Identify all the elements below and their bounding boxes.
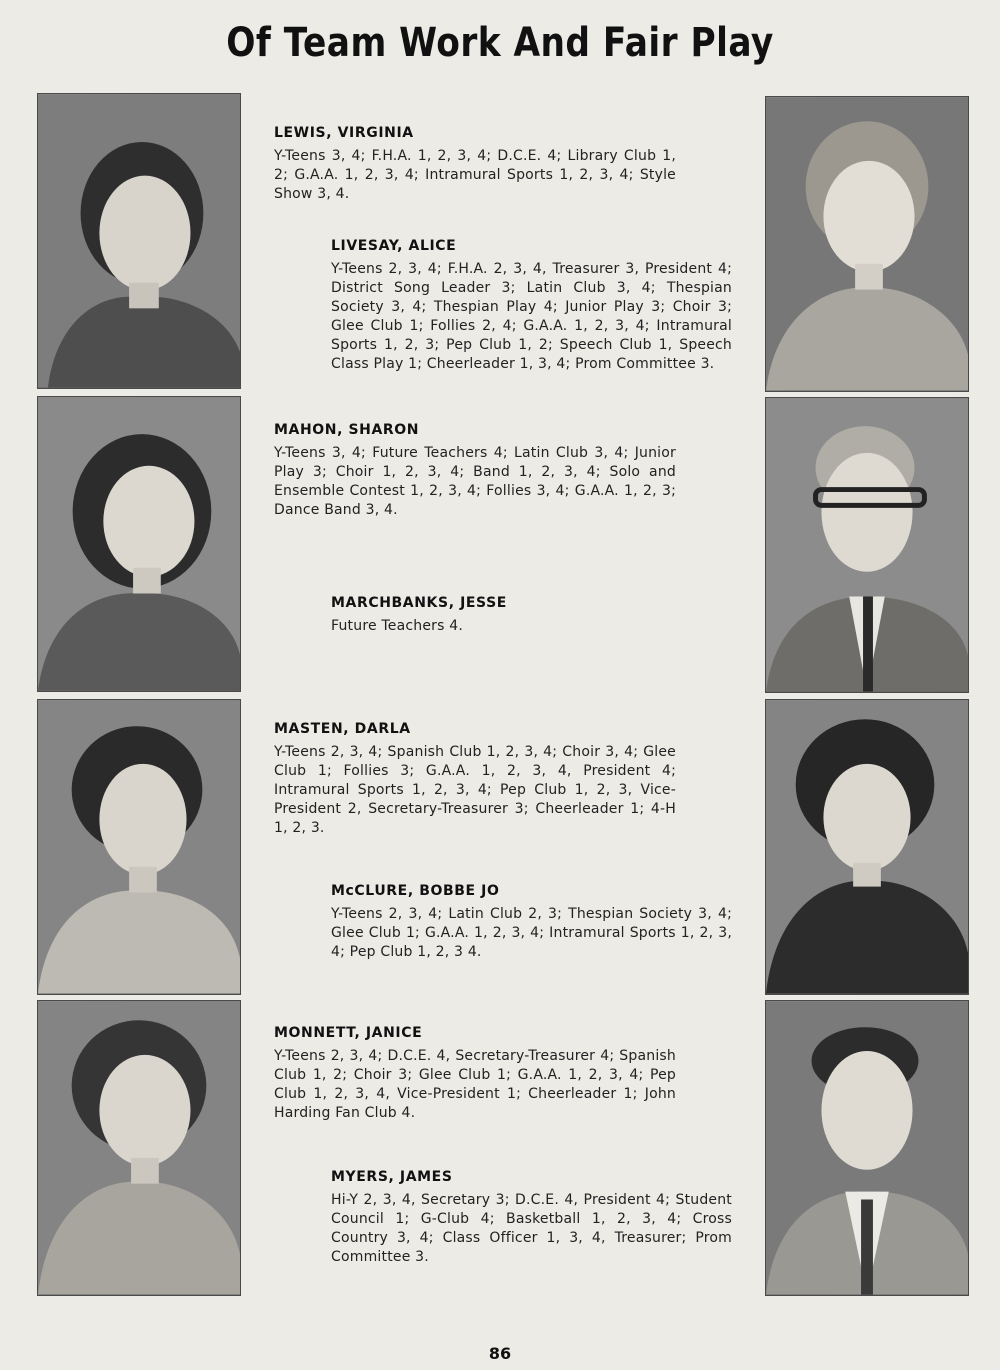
student-activities: Y-Teens 2, 3, 4; D.C.E. 4, Secretary-Treasurer 4; Spanish Club 1, 2; Choir 3; Glee Club 1; G.A.A. 1, 2, 3, 4; Pep Club 1, 2, 3, 4, Vice-President 1; Cheerleader 1; John Harding Fan Club 4.: [274, 1048, 676, 1121]
portrait-photo-masten: [37, 699, 241, 995]
bio-myers: [331, 1169, 732, 1267]
student-activities: Y-Teens 3, 4; F.H.A. 1, 2, 3, 4; D.C.E. 4; Library Club 1, 2; G.A.A. 1, 2, 3, 4; Intramural Sports 1, 2, 3, 4; Style Show 3, 4.: [274, 148, 676, 202]
bio-monnett: [274, 1025, 676, 1123]
student-name: MASTEN, DARLA: [274, 721, 411, 737]
student-name: MONNETT, JANICE: [274, 1025, 423, 1041]
bio-mahon: [274, 422, 676, 520]
portrait-photo-livesay: [765, 96, 969, 392]
portrait-illustration: [766, 398, 968, 692]
student-name: MYERS, JAMES: [331, 1169, 453, 1185]
portrait-photo-mahon: [37, 396, 241, 692]
portrait-photo-lewis: [37, 93, 241, 389]
student-activities: Y-Teens 2, 3, 4; Spanish Club 1, 2, 3, 4; Choir 3, 4; Glee Club 1; Follies 3; G.A.A. 1, 2, 3, 4, President 4; Intramural Sports 1, 2, 3, 4; Pep Club 1, 2, 3, Vice-President 2, Secretary-Treasurer 3; Cheerleader 1; 4-H 1, 2, 3.: [274, 744, 676, 836]
student-name: LEWIS, VIRGINIA: [274, 125, 414, 141]
student-activities: Hi-Y 2, 3, 4, Secretary 3; D.C.E. 4, President 4; Student Council 1; G-Club 4; Basketball 1, 2, 3, 4; Cross Country 3, 4; Class Officer 1, 3, 4, Treasurer; Prom Committee 3.: [331, 1192, 732, 1265]
portrait-illustration: [38, 1001, 240, 1295]
page-number: 86: [488, 1344, 512, 1363]
student-activities: Y-Teens 2, 3, 4; Latin Club 2, 3; Thespian Society 3, 4; Glee Club 1; G.A.A. 1, 2, 3, 4; Intramural Sports 1, 2, 3, 4; Pep Club 1, 2, 3 4.: [331, 906, 732, 960]
bio-livesay: [331, 238, 732, 374]
portrait-photo-mcclure: [765, 699, 969, 995]
student-name: LIVESAY, ALICE: [331, 238, 457, 254]
portrait-photo-monnett: [37, 1000, 241, 1296]
bio-marchbanks: [331, 595, 732, 636]
student-name: MARCHBANKS, JESSE: [331, 595, 507, 611]
student-name: McCLURE, BOBBE JO: [331, 883, 500, 899]
page-title: Of Team Work And Fair Play: [226, 20, 774, 66]
portrait-illustration: [766, 1001, 968, 1295]
bio-mcclure: [331, 883, 732, 962]
student-activities: Future Teachers 4.: [331, 618, 464, 634]
student-activities: Y-Teens 2, 3, 4; F.H.A. 2, 3, 4, Treasurer 3, President 4; District Song Leader 3; Latin Club 3, 4; Thespian Society 3, 4; Thespian Play 4; Junior Play 3; Choir 3; Glee Club 1; Follies 2, 4; G.A.A. 1, 2, 3, 4; Intramural Sports 1, 2, 3; Pep Club 1, 2; Speech Club 1, Speech Class Play 1; Cheerleader 1, 3, 4; Prom Committee 3.: [331, 261, 732, 372]
bio-lewis: [274, 125, 676, 204]
portrait-illustration: [38, 700, 240, 994]
portrait-illustration: [766, 700, 968, 994]
portrait-illustration: [38, 397, 240, 691]
student-activities: Y-Teens 3, 4; Future Teachers 4; Latin Club 3, 4; Junior Play 3; Choir 1, 2, 3, 4; Band 1, 2, 3, 4; Solo and Ensemble Contest 1, 2, 3, 4; Follies 3, 4; G.A.A. 1, 2, 3; Dance Band 3, 4.: [274, 445, 676, 518]
portrait-photo-marchbanks: [765, 397, 969, 693]
bio-masten: [274, 721, 676, 838]
portrait-illustration: [38, 94, 240, 388]
portrait-illustration: [766, 97, 968, 391]
portrait-photo-myers: [765, 1000, 969, 1296]
student-name: MAHON, SHARON: [274, 422, 420, 438]
